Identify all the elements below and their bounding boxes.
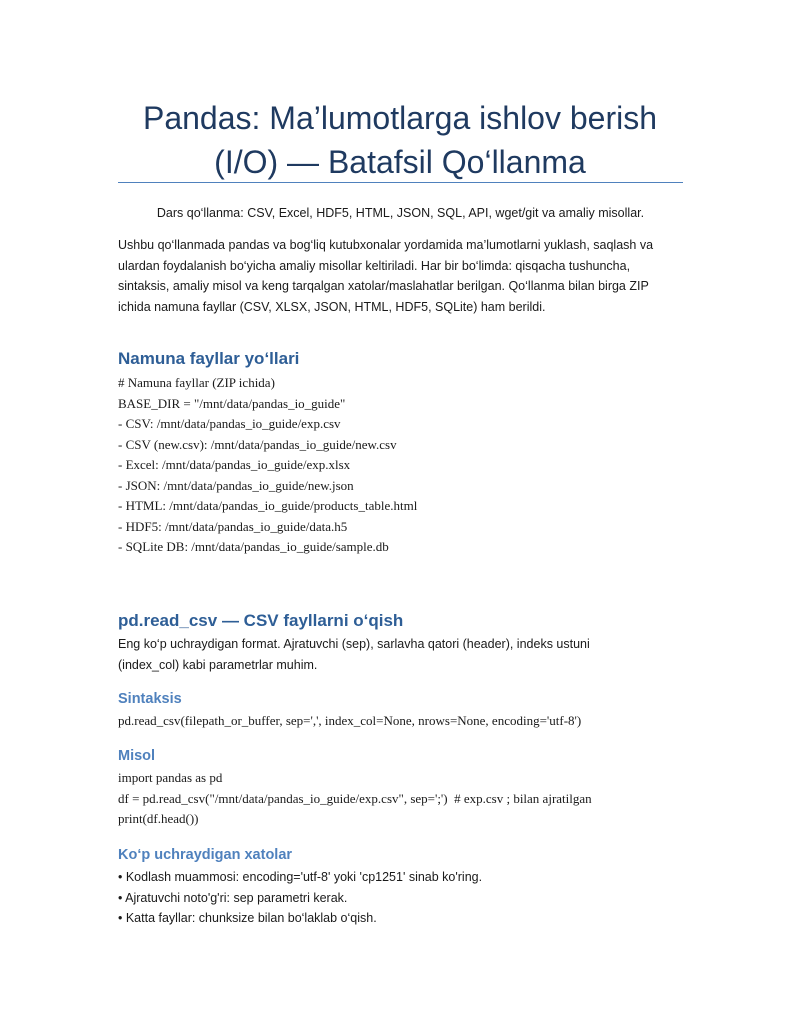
code-line: df = pd.read_csv("/mnt/data/pandas_io_guide/exp.csv", sep=';') # exp.csv ; bilan ajratilgan bbox=[118, 790, 592, 806]
read-csv-description bbox=[118, 634, 688, 675]
list-item: • Ajratuvchi noto'g'ri: sep parametri kerak. bbox=[118, 890, 348, 905]
code-line: - SQLite DB: /mnt/data/pandas_io_guide/sample.db bbox=[118, 539, 389, 554]
code-line: - HDF5: /mnt/data/pandas_io_guide/data.h5 bbox=[118, 518, 348, 534]
document-title bbox=[100, 96, 700, 184]
code-line: # Namuna fayllar (ZIP ichida) bbox=[118, 375, 275, 390]
code-line: - CSV: /mnt/data/pandas_io_guide/exp.csv bbox=[118, 416, 341, 431]
code-line: - JSON: /mnt/data/pandas_io_guide/new.json bbox=[118, 477, 354, 493]
description-line: Eng ko‘p uchraydigan format. Ajratuvchi (sep), sarlavha qatori (header), indeks ustuni bbox=[118, 637, 590, 651]
syntax-code bbox=[118, 711, 698, 732]
title-divider bbox=[118, 182, 683, 183]
intro-paragraph: Ushbu qo‘llanmada pandas va bog‘liq kutubxonalar yordamida ma’lumotlarni yuklash, saqlash va ulardan foydalanish bo‘yicha amaliy misollar keltiriladi. Har bir bo‘limda: qisqacha tushuncha, sintaksis, amaliy misol va keng tarqalgan xatolar/maslahatlar berilgan. Qo‘llanma bilan birga ZIP ichida namuna fayllar (CSV, XLSX, JSON, HTML, HDF5, SQLite) ham berildi. bbox=[118, 238, 654, 314]
code-line: - HTML: /mnt/data/pandas_io_guide/products_table.html bbox=[118, 498, 418, 513]
example-heading: Misol bbox=[118, 748, 156, 764]
list-item: • Katta fayllar: chunksize bilan bo‘laklab o‘qish. bbox=[118, 911, 377, 925]
code-line: - Excel: /mnt/data/pandas_io_guide/exp.xlsx bbox=[118, 457, 351, 472]
read-csv-heading: pd.read_csv — CSV fayllarni o‘qish bbox=[118, 611, 404, 630]
sample-files-heading: Namuna fayllar yo‘llari bbox=[118, 349, 300, 368]
code-line: print(df.head()) bbox=[118, 811, 199, 826]
document-subtitle: Dars qo‘llanma: CSV, Excel, HDF5, HTML, JSON, SQL, API, wget/git va amaliy misollar. bbox=[156, 206, 645, 220]
title-line-2: (I/O) — Batafsil Qo‘llanma bbox=[214, 144, 586, 180]
errors-list bbox=[118, 867, 688, 929]
code-line: BASE_DIR = "/mnt/data/pandas_io_guide" bbox=[118, 395, 346, 411]
list-item: • Kodlash muammosi: encoding='utf-8' yoki 'cp1251' sinab ko'ring. bbox=[118, 870, 483, 884]
code-line: pd.read_csv(filepath_or_buffer, sep=',', index_col=None, nrows=None, encoding='utf-8') bbox=[118, 713, 582, 728]
code-line: - CSV (new.csv): /mnt/data/pandas_io_guide/new.csv bbox=[118, 436, 397, 452]
title-line-1: Pandas: Ma’lumotlarga ishlov berish bbox=[142, 100, 658, 136]
syntax-heading: Sintaksis bbox=[118, 691, 182, 707]
code-line: import pandas as pd bbox=[118, 770, 223, 785]
description-line: (index_col) kabi parametrlar muhim. bbox=[118, 657, 318, 672]
sample-files-code bbox=[118, 373, 698, 558]
example-code bbox=[118, 768, 698, 830]
errors-heading: Ko‘p uchraydigan xatolar bbox=[118, 847, 293, 863]
